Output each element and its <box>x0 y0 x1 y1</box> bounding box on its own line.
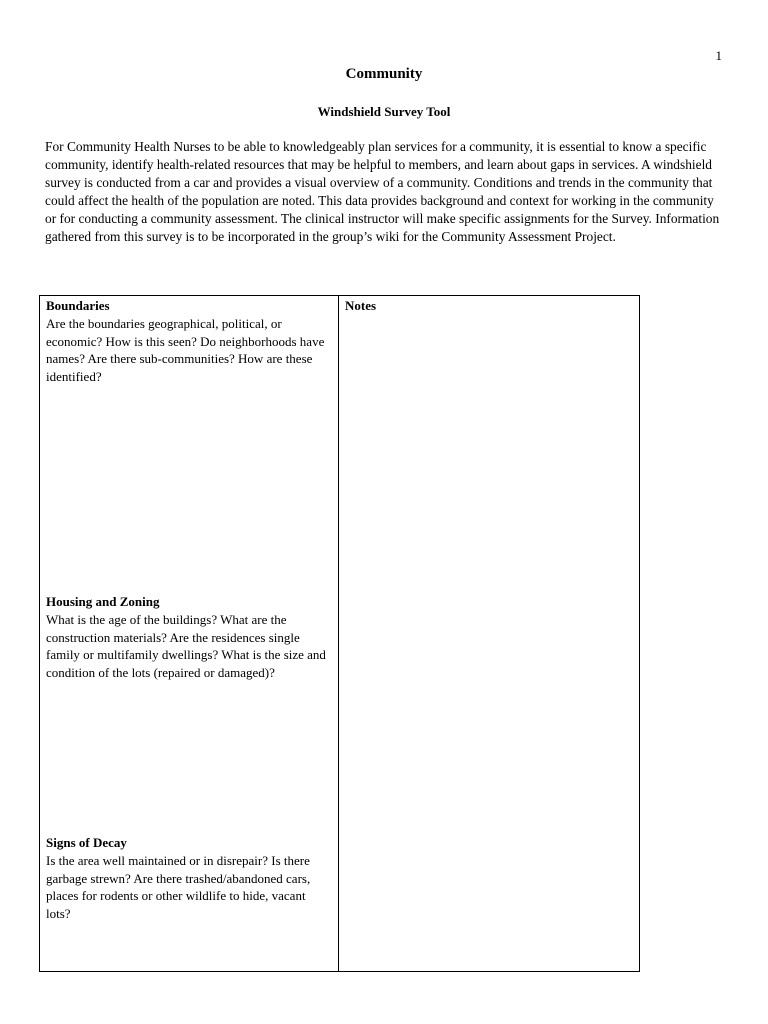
section-heading: Signs of Decay <box>46 834 127 850</box>
section-heading: Boundaries <box>46 298 110 313</box>
document-subtitle: Windshield Survey Tool <box>317 104 451 119</box>
section-signs-of-decay <box>46 834 332 923</box>
section-text: Is the area well maintained or in disrepair? Is there garbage strewn? Are there trashed/abandoned cars, places for rodents or other wildlife to hide, vacant lots? <box>46 852 311 922</box>
notes-heading: Notes <box>345 298 377 313</box>
intro-paragraph: For Community Health Nurses to be able to knowledgeably plan services for a community, it is essential to know a specific community, identify health-related resources that may be helpful to members, and learn about gaps in services. A windshield survey is conducted from a car and provides a visual overview of a community. Conditions and trends in the community that could affect the health of the population are noted. This data provides background and context for working in the community or for conducting a community assessment. The clinical instructor will make specific assignments for the Survey. Information gathered from this survey is to be incorporated in the group’s wiki for the Community Assessment Project. <box>45 139 720 245</box>
survey-questions-cell <box>40 296 339 972</box>
table-row <box>40 296 640 972</box>
section-housing-and-zoning <box>46 593 332 682</box>
page-number: 1 <box>715 48 722 63</box>
section-boundaries <box>46 297 332 386</box>
document-title: Community <box>345 66 423 82</box>
notes-cell[interactable] <box>339 296 640 972</box>
section-heading: Housing and Zoning <box>46 593 160 609</box>
section-text: What is the age of the buildings? What are the construction materials? Are the residences single family or multifamily dwellings? What is the size and condition of the lots (repaired or damaged)? <box>46 611 326 681</box>
section-text: Are the boundaries geographical, political, or economic? How is this seen? Do neighborhoods have names? Are there sub-communities? How are these identified? <box>46 315 325 385</box>
survey-table <box>39 295 640 972</box>
